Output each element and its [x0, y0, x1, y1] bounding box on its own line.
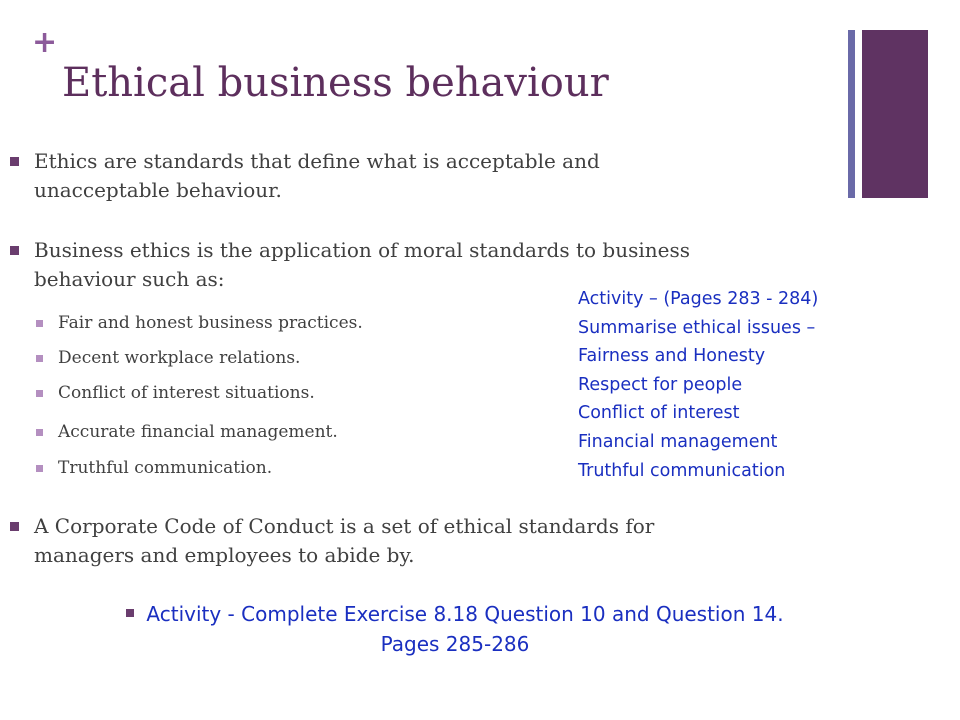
bottom-activity — [0, 599, 866, 659]
sub-bullet-square-icon — [36, 429, 43, 436]
activity-line: Conflict of interest — [578, 403, 740, 424]
plus-icon: + — [32, 25, 58, 60]
bottom-bullet-square-icon — [126, 609, 134, 617]
activity-line: Activity – (Pages 283 - 284) — [578, 289, 819, 309]
bullet-square-icon — [10, 246, 19, 255]
activity-line: Respect for people — [578, 374, 743, 395]
bullet-text-line: managers and employees to abide by. — [34, 543, 415, 567]
sub-bullet-text: Fair and honest business practices. — [58, 313, 363, 333]
accent-bar-thick — [862, 30, 928, 198]
activity-line: Financial management — [578, 431, 778, 452]
bullet-text-line: behaviour such as: — [34, 267, 225, 291]
activity-line: Summarise ethical issues – — [578, 317, 816, 338]
sub-bullet-text: Accurate financial management. — [58, 422, 338, 442]
bullet-square-icon — [10, 522, 19, 531]
sub-bullet-item — [58, 382, 315, 404]
bullet-text-line: Business ethics is the application of moral standards to business — [34, 238, 690, 262]
bottom-activity-line1: Activity - Complete Exercise 8.18 Question 10 and Question 14. — [146, 602, 784, 626]
activity-line: Fairness and Honesty — [578, 346, 766, 367]
bullet-code-of-conduct — [34, 512, 654, 570]
accent-bar-thin — [848, 30, 855, 198]
sub-bullet-item — [58, 457, 272, 479]
sub-bullet-square-icon — [36, 320, 43, 327]
sub-bullet-item — [58, 421, 338, 443]
slide-title: Ethical business behaviour — [62, 60, 609, 106]
bullet-text-line: A Corporate Code of Conduct is a set of ethical standards for — [34, 514, 655, 538]
bullet-text-line: Ethics are standards that define what is acceptable and — [34, 149, 600, 173]
sub-bullet-square-icon — [36, 465, 43, 472]
bullet-ethics-definition — [34, 147, 600, 205]
bullet-square-icon — [10, 157, 19, 166]
sub-bullet-square-icon — [36, 355, 43, 362]
activity-line: Truthful communication — [578, 460, 786, 481]
activity-box — [578, 285, 818, 485]
sub-bullet-text: Decent workplace relations. — [58, 348, 301, 368]
bullet-text-line: unacceptable behaviour. — [34, 178, 282, 202]
sub-bullet-item — [58, 312, 363, 334]
sub-bullet-text: Conflict of interest situations. — [58, 383, 315, 403]
bottom-activity-line2: Pages 285-286 — [380, 632, 530, 656]
sub-bullet-text: Truthful communication. — [58, 458, 273, 478]
sub-bullet-item — [58, 347, 300, 369]
sub-bullet-square-icon — [36, 390, 43, 397]
